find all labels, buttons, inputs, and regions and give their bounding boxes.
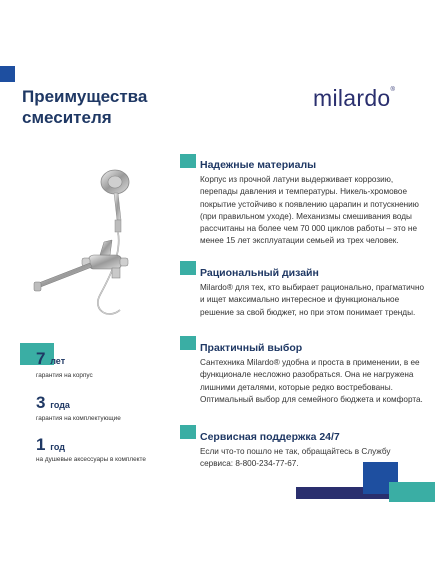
feature-accent-square <box>180 425 196 439</box>
warranty-parts-unit: года <box>50 400 70 410</box>
warranty-body-value <box>36 349 65 369</box>
page-title-line2: смесителя <box>22 108 112 127</box>
warranty-shower-number: 1 <box>36 435 46 454</box>
decor-block-teal <box>389 482 435 502</box>
feature-title-practical: Практичный выбор <box>200 342 303 354</box>
warranty-body-caption: гарантия на корпус <box>36 372 93 379</box>
warranty-shower-value <box>36 435 65 455</box>
warranty-shower-caption: на душевые аксессуары в комплекте <box>36 456 146 463</box>
brand-name: milardo <box>313 85 391 111</box>
page-title <box>22 86 222 128</box>
feature-text-practical: Сантехника Milardo® удобна и проста в применении, в ее функционале несложно разобраться. Она не нагружена лишними деталями, которые редко востребованы. Оптимальный выбор для семейного бюджета и комфорта. <box>200 358 423 404</box>
feature-title-support: Сервисная поддержка 24/7 <box>200 431 340 443</box>
page-title-line1: Преимущества <box>22 87 148 106</box>
brand-registered-mark: ® <box>390 87 396 93</box>
feature-accent-square <box>180 154 196 168</box>
brand-logo <box>313 85 395 112</box>
feature-text-design: Milardo® для тех, кто выбирает рационально, прагматично и ищет максимально интересное и функциональное решение за свой бюджет, но при этом понимает тренды. <box>200 283 425 317</box>
warranty-parts-caption: гарантия на комплектующие <box>36 415 121 422</box>
feature-title-design: Рациональный дизайн <box>200 267 319 279</box>
warranty-body-number: 7 <box>36 349 46 368</box>
corner-accent-square <box>0 66 15 82</box>
warranty-parts-number: 3 <box>36 393 46 412</box>
feature-text-materials: Корпус из прочной латуни выдерживает коррозию, перепады давления и температуры. Никель-хромовое покрытие устойчиво к появлению царапин и потускнению (при правильном уходе). Механизмы смешивания воды рассчитаны на более чем 70 000 циклов работы – это не менее 15 лет эксплуатации семьей из трех человек. <box>200 175 419 246</box>
faucet-with-shower-icon <box>30 160 165 335</box>
feature-text-support: Если что-то пошло не так, обращайтесь в Службу сервиса: 8-800-234-77-67. <box>200 447 391 469</box>
warranty-parts-value <box>36 393 70 413</box>
warranty-body-unit: лет <box>50 356 66 366</box>
warranty-shower-unit: год <box>50 442 65 452</box>
feature-accent-square <box>180 336 196 350</box>
feature-accent-square <box>180 261 196 275</box>
feature-title-materials: Надежные материалы <box>200 159 317 171</box>
